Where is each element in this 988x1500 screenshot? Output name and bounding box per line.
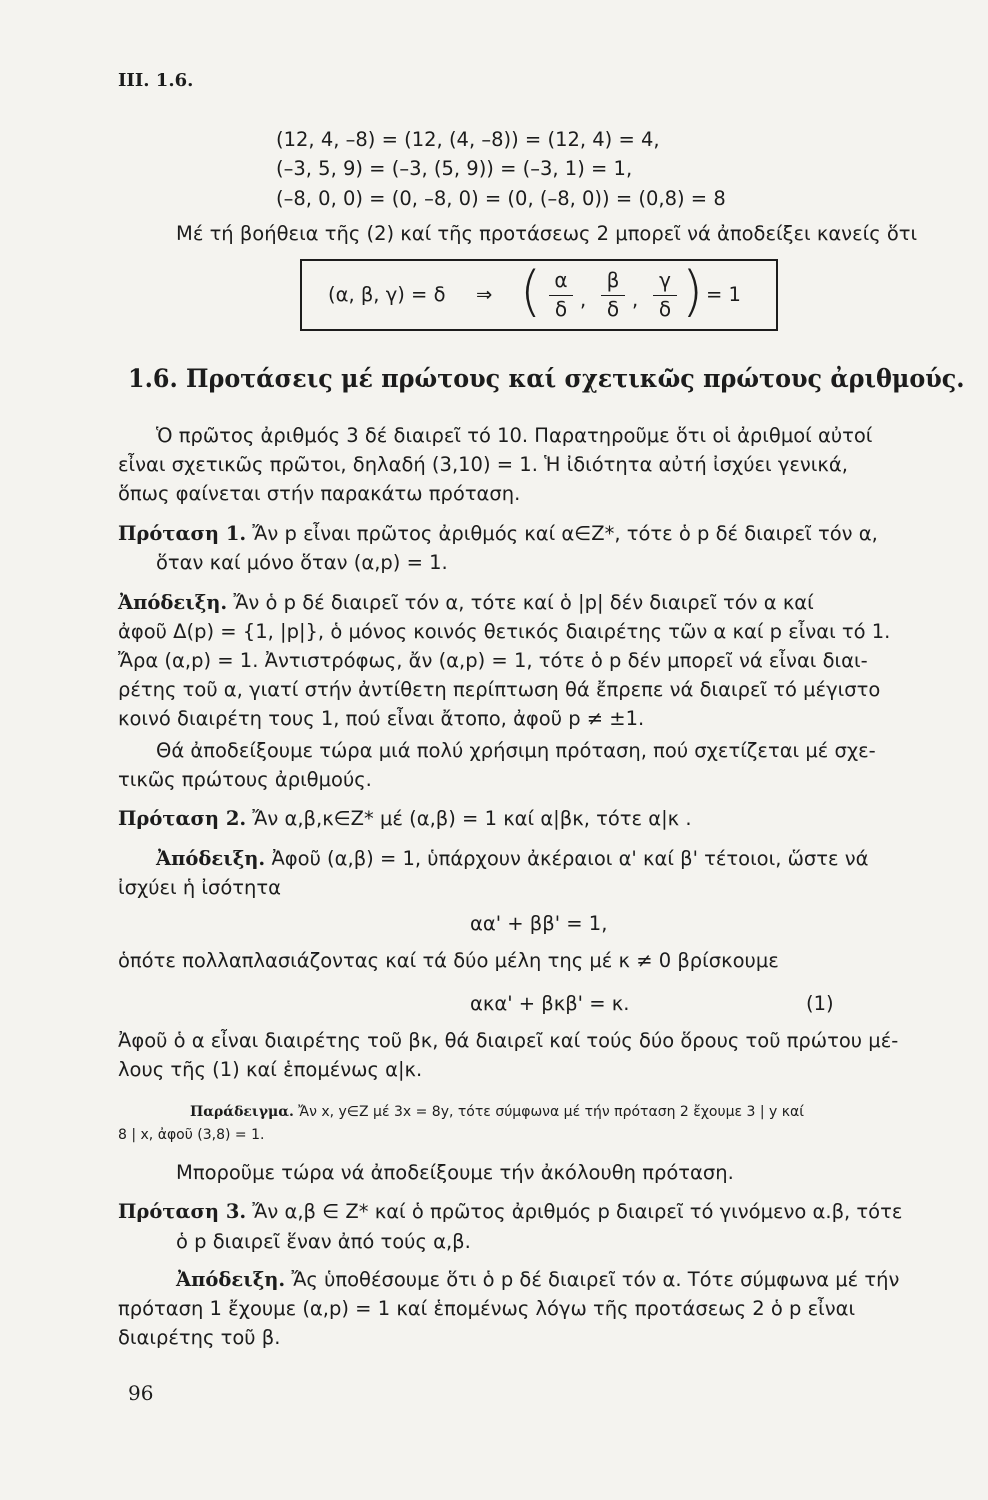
equation-line: (–3, 5, 9) = (–3, (5, 9)) = (–3, 1) = 1, — [276, 157, 633, 180]
proof-1 — [118, 590, 814, 616]
paragraph-line: Ὁ πρῶτος ἀριθμός 3 δέ διαιρεῖ τό 10. Παρατηροῦμε ὅτι οἱ ἀριθμοί αὐτοί — [156, 424, 873, 447]
proof-label: Ἀπόδειξη. — [118, 591, 228, 614]
proof-label: Ἀπόδειξη. — [156, 847, 266, 870]
comma: , — [632, 288, 639, 311]
proof-text: Ἀφοῦ ὁ α εἶναι διαιρέτης τοῦ βκ, θά διαιρεῖ καί τούς δύο ὅρους τοῦ πρώτου μέ- — [118, 1029, 899, 1052]
fraction-numerator: α — [554, 268, 568, 292]
proof-text: ἀφοῦ Δ(p) = {1, |p|}, ὁ μόνος κοινός θετικός διαιρέτης τῶν α καί p εἶναι τό 1. — [118, 620, 891, 643]
proof-label: Ἀπόδειξη. — [176, 1268, 286, 1291]
proof-text: Ἄρα (α,p) = 1. Ἀντιστρόφως, ἄν (α,p) = 1, τότε ὁ p δέν μπορεῖ νά εἶναι διαι- — [118, 649, 868, 672]
proof-text: ὁπότε πολλαπλασιάζοντας καί τά δύο μέλη της μέ κ ≠ 0 βρίσκουμε — [118, 949, 779, 972]
page-number: 96 — [128, 1381, 154, 1405]
proof-text: ἰσχύει ἡ ἰσότητα — [118, 876, 281, 899]
paragraph-line: τικῶς πρώτους ἀριθμούς. — [118, 768, 372, 791]
proof-text: ρέτης τοῦ α, γιατί στήν ἀντίθετη περίπτωση θά ἔπρεπε νά διαιρεῖ τό μέγιστο — [118, 678, 881, 701]
left-paren: ( — [520, 260, 542, 323]
proposition-1 — [118, 521, 878, 547]
example — [190, 1099, 804, 1125]
paragraph-line: ὅπως φαίνεται στήν παρακάτω πρόταση. — [118, 482, 521, 505]
proposition-3 — [118, 1199, 902, 1225]
proposition-label: Πρόταση 2. — [118, 807, 247, 830]
right-paren: ) — [682, 260, 704, 323]
proof-3 — [176, 1267, 899, 1293]
proposition-text: Ἄν α,β,κ∈Z* μέ (α,β) = 1 καί α|βκ, τότε α|κ . — [252, 807, 692, 830]
formula-lhs: (α, β, γ) = δ — [328, 283, 446, 306]
proof-2 — [156, 846, 869, 872]
proof-text: Ἄν ὁ p δέ διαιρεῖ τόν α, τότε καί ὁ |p| δέν διαιρεῖ τόν α καί — [233, 591, 814, 614]
example-text: 8 | x, ἀφοῦ (3,8) = 1. — [118, 1127, 265, 1143]
equation-line: (12, 4, –8) = (12, (4, –8)) = (12, 4) = 4, — [276, 128, 660, 151]
fraction-denominator: δ — [606, 297, 620, 321]
proof-text: πρόταση 1 ἔχουμε (α,p) = 1 καί ἑπομένως λόγω τῆς προτάσεως 2 ὁ p εἶναι — [118, 1297, 856, 1320]
paragraph-line: Θά ἀποδείξουμε τώρα μιά πολύ χρήσιμη πρόταση, πού σχετίζεται μέ σχε- — [156, 739, 876, 762]
comma: , — [580, 288, 587, 311]
example-text: Ἄν x, y∈Z μέ 3x = 8y, τότε σύμφωνα μέ τήν πρόταση 2 ἔχουμε 3 | y καί — [298, 1104, 804, 1120]
proposition-label: Πρόταση 1. — [118, 522, 247, 545]
paragraph-line: Μποροῦμε τώρα νά ἀποδείξουμε τήν ἀκόλουθη πρόταση. — [176, 1161, 734, 1184]
proof-text: λους τῆς (1) καί ἑπομένως α|κ. — [118, 1058, 423, 1081]
fraction-numerator: β — [606, 268, 620, 292]
equation-line: (–8, 0, 0) = (0, –8, 0) = (0, (–8, 0)) = (0,8) = 8 — [276, 187, 726, 210]
proposition-label: Πρόταση 3. — [118, 1200, 247, 1223]
fraction-bar — [653, 295, 677, 296]
section-title: 1.6. Προτάσεις μέ πρώτους καί σχετικῶς πρώτους ἀριθμούς. — [128, 364, 965, 393]
proof-text: κοινό διαιρέτη τους 1, πού εἶναι ἄτοπο, ἀφοῦ p ≠ ±1. — [118, 707, 645, 730]
boxed-formula — [300, 259, 778, 331]
display-equation: ακα' + βκβ' = κ. — [470, 992, 630, 1015]
fraction-denominator: δ — [554, 297, 568, 321]
fraction-denominator: δ — [658, 297, 672, 321]
proposition-text: ὅταν καί μόνο ὅταν (α,p) = 1. — [156, 551, 448, 574]
proof-text: διαιρέτης τοῦ β. — [118, 1326, 281, 1349]
fraction-bar — [601, 295, 625, 296]
proposition-2 — [118, 806, 692, 832]
proposition-text: Ἄν α,β ∈ Z* καί ὁ πρῶτος ἀριθμός p διαιρεῖ τό γινόμενο α.β, τότε — [252, 1200, 903, 1223]
fraction-bar — [549, 295, 573, 296]
intro-text: Μέ τή βοήθεια τῆς (2) καί τῆς προτάσεως 2 μπορεῖ νά ἀποδείξει κανείς ὅτι — [176, 222, 918, 245]
paragraph-line: εἶναι σχετικῶς πρῶτοι, δηλαδή (3,10) = 1. Ἡ ἰδιότητα αὐτή ἰσχύει γενικά, — [118, 453, 848, 476]
proof-text: Ἀφοῦ (α,β) = 1, ὑπάρχουν ἀκέραιοι α' καί β' τέτοιοι, ὥστε νά — [271, 847, 869, 870]
proof-text: Ἄς ὑποθέσουμε ὅτι ὁ p δέ διαιρεῖ τόν α. Τότε σύμφωνα μέ τήν — [291, 1268, 900, 1291]
equation-number: (1) — [806, 992, 834, 1015]
formula-rhs: = 1 — [706, 283, 741, 306]
implies-arrow: ⇒ — [476, 283, 493, 306]
fraction-numerator: γ — [659, 268, 671, 292]
section-reference: III. 1.6. — [118, 70, 194, 91]
example-label: Παράδειγμα. — [190, 1104, 294, 1120]
proposition-text: ὁ p διαιρεῖ ἕναν ἀπό τούς α,β. — [176, 1230, 471, 1253]
display-equation: αα' + ββ' = 1, — [470, 912, 608, 935]
proposition-text: Ἄν p εἶναι πρῶτος ἀριθμός καί α∈Z*, τότε ὁ p δέ διαιρεῖ τόν α, — [252, 522, 878, 545]
